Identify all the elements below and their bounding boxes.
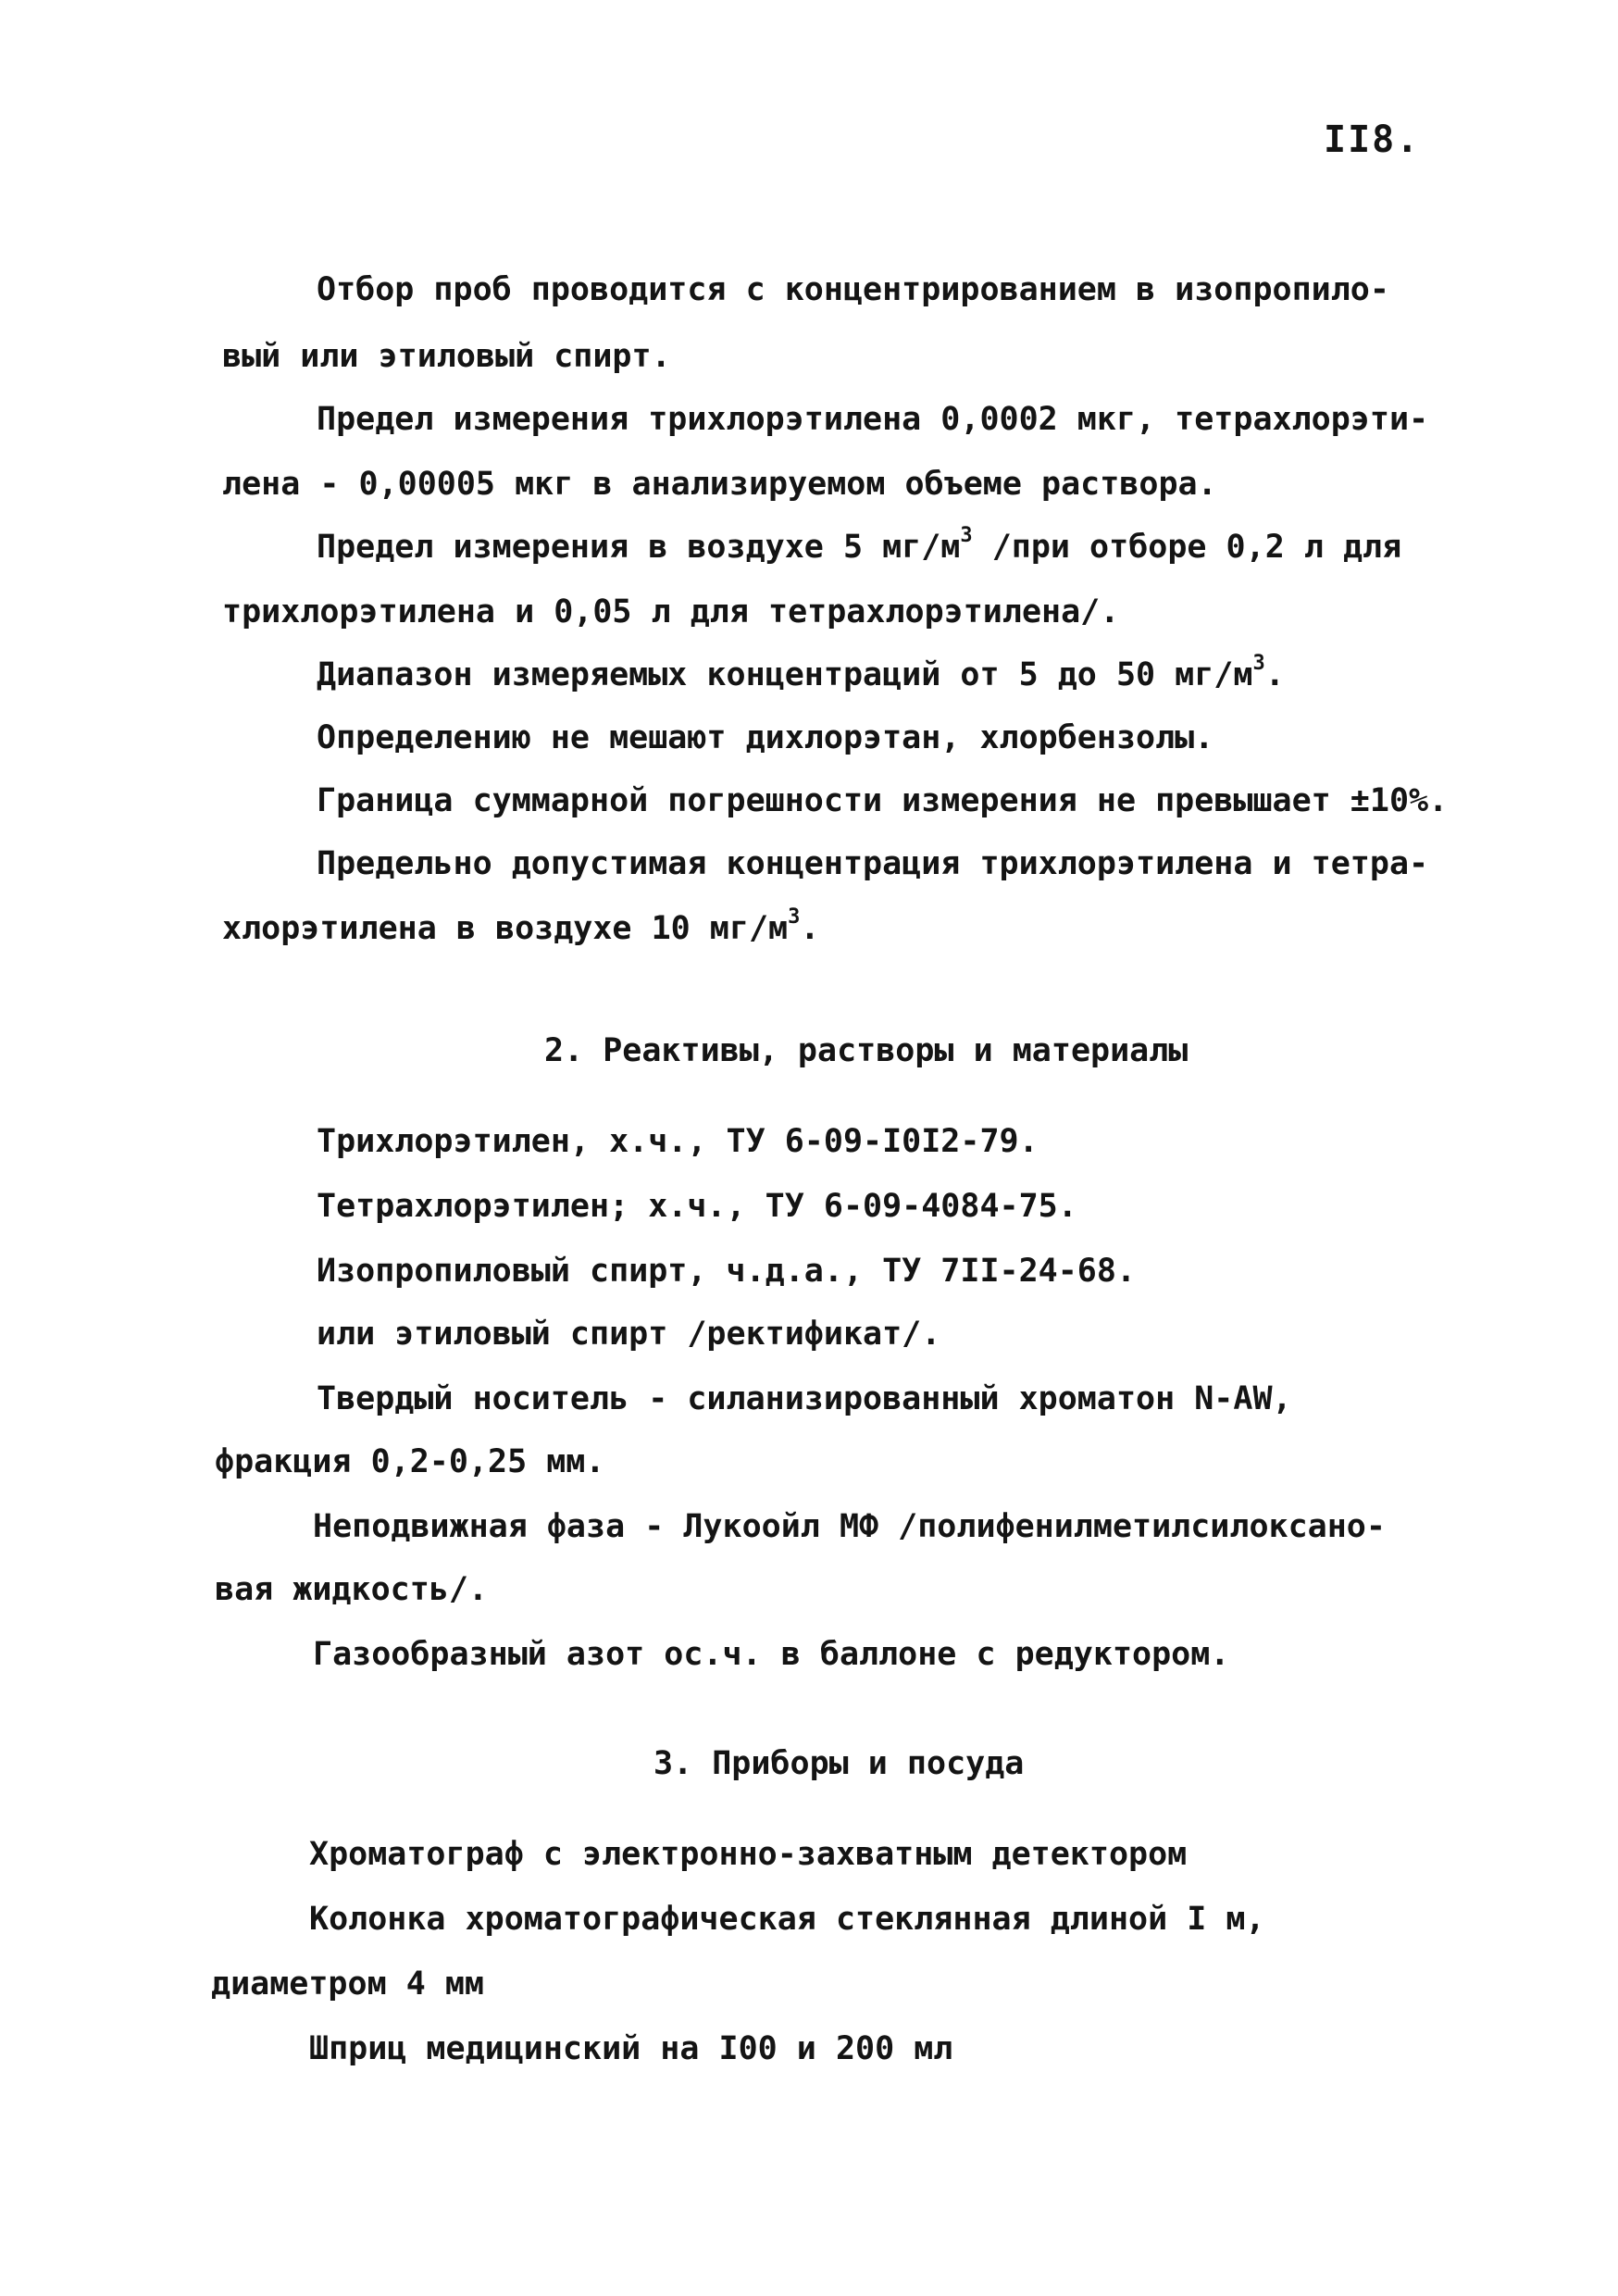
intro-line-3: Предел измерения трихлорэтилена 0,0002 мкг, тетрахлорэти- xyxy=(317,401,1429,438)
intro-line-6: трихлорэтилена и 0,05 л для тетрахлорэтилена/. xyxy=(222,593,1120,630)
intro-line-11-tail: . xyxy=(800,910,820,947)
intro-line-11-superscript: 3 xyxy=(788,905,801,930)
intro-line-7 xyxy=(317,652,1285,693)
intro-line-10: Предельно допустимая концентрация трихлорэтилена и тетра- xyxy=(317,845,1429,882)
section-2-line-8: вая жидкость/. xyxy=(215,1571,489,1608)
intro-line-11 xyxy=(222,905,820,947)
intro-line-7-tail: . xyxy=(1264,656,1285,693)
intro-line-5 xyxy=(317,524,1402,566)
intro-line-4: лена - 0,00005 мкг в анализируемом объеме раствора. xyxy=(222,466,1217,503)
section-2-line-4: или этиловый спирт /ректификат/. xyxy=(317,1316,941,1353)
intro-line-9: Граница суммарной погрешности измерения не превышает ±10%. xyxy=(317,782,1449,819)
page-number: II8. xyxy=(1324,119,1421,161)
section-3-line-3: диаметром 4 мм xyxy=(211,1965,485,2003)
section-2-line-7: Неподвижная фаза - Лукоойл МФ /полифенилметилсилоксано- xyxy=(313,1508,1386,1545)
section-2-line-2: Тетрахлорэтилен; х.ч., ТУ 6-09-4084-75. xyxy=(317,1188,1077,1225)
intro-line-7-text: Диапазон измеряемых концентраций от 5 до 50 мг/м xyxy=(317,656,1253,693)
section-2-line-6: фракция 0,2-0,25 мм. xyxy=(215,1443,605,1480)
section-3-line-4: Шприц медицинский на I00 и 200 мл xyxy=(309,2030,953,2067)
section-2-line-9: Газообразный азот ос.ч. в баллоне с редуктором. xyxy=(313,1636,1230,1673)
intro-line-5-superscript: 3 xyxy=(960,524,973,548)
intro-line-5-text: Предел измерения в воздухе 5 мг/м xyxy=(317,529,961,566)
intro-line-1: Отбор проб проводится с концентрированием в изопропило- xyxy=(317,271,1389,308)
section-3-heading: 3. Приборы и посуда xyxy=(653,1745,1025,1782)
intro-line-5-tail: /при отборе 0,2 л для xyxy=(972,529,1402,566)
intro-line-11-text: хлорэтилена в воздухе 10 мг/м xyxy=(222,910,789,947)
intro-line-8: Определению не мешают дихлорэтан, хлорбензолы. xyxy=(317,719,1214,756)
section-3-line-2: Колонка хроматографическая стеклянная длиной I м, xyxy=(309,1901,1265,1938)
section-2-line-3: Изопропиловый спирт, ч.д.а., ТУ 7II-24-68. xyxy=(317,1253,1137,1290)
section-2-line-5: Твердый носитель - силанизированный хроматон N-AW, xyxy=(317,1380,1292,1417)
section-2-line-1: Трихлорэтилен, х.ч., ТУ 6-09-I0I2-79. xyxy=(317,1123,1039,1160)
intro-line-2: вый или этиловый спирт. xyxy=(222,338,671,375)
intro-line-7-superscript: 3 xyxy=(1252,652,1265,676)
section-2-heading: 2. Реактивы, растворы и материалы xyxy=(544,1032,1189,1069)
section-3-line-1: Хроматограф с электронно-захватным детектором xyxy=(309,1836,1188,1873)
